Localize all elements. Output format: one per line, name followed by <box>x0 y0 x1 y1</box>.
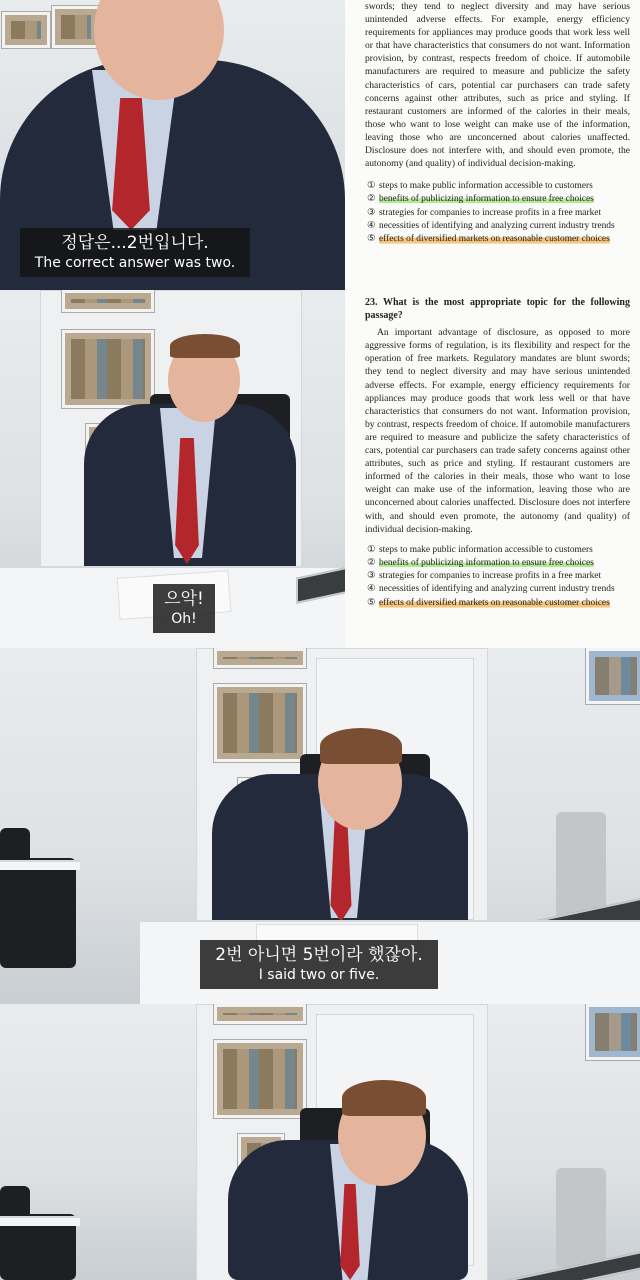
wall-poster <box>214 1040 306 1118</box>
man-hair <box>170 334 240 358</box>
option-2: ② benefits of publicizing information to ensure free choices <box>367 557 594 568</box>
answer-options <box>365 544 630 610</box>
man-hair <box>342 1080 426 1116</box>
monitor-stand <box>556 1168 606 1268</box>
exam-document-top <box>345 0 640 290</box>
subtitle-korean: 정답은...2번입니다. <box>61 233 209 253</box>
man-hair <box>320 728 402 764</box>
exam-document-bottom <box>345 290 640 648</box>
subtitle-english: Oh! <box>171 611 197 627</box>
answer-options <box>365 180 630 246</box>
highlight-orange: effects of diversified markets on reasonable customer choices <box>379 234 610 245</box>
option-3: ③ strategies for companies to increase profits in a free market <box>367 571 602 582</box>
video-frame-1 <box>0 0 345 290</box>
wall-poster <box>52 6 100 48</box>
wall-poster <box>214 648 306 668</box>
video-frame-2 <box>0 290 345 648</box>
wall-poster <box>62 330 154 408</box>
video-frame-3 <box>0 648 640 1004</box>
wall-poster <box>214 1004 306 1024</box>
subtitle-box <box>153 584 215 633</box>
option-1: ① steps to make public information accessible to customers <box>367 181 593 192</box>
wall-poster <box>62 290 154 312</box>
wall-poster <box>586 1004 640 1060</box>
subtitle-box <box>200 940 438 989</box>
option-1: ① steps to make public information accessible to customers <box>367 544 593 555</box>
passage-text: An important advantage of disclosure, as opposed to more aggressive forms of regulation, is its flexibility and respect for the operation of free markets. Regulatory mandates are blunt swords; they tend to neglect diversity and may have serious unintended adverse effects. For example, energy efficiency requirements for appliances may produce goods that work less well or that have characteristics that consumers do not want. Information provision, by contrast, respects freedom of choice. If automobile manufacturers are required to measure and publicize the safety characteristics of cars, potential car purchasers can trade safety concerns against other attributes, such as price and styling. If restaurant customers are informed of the calories in their meals, those who want to lose weight can make use of the information, leaving those who are unconcerned about calories unaffected. Disclosure does not interfere with, and should even promote, the autonomy (and quality) of individual decision-making. <box>365 327 630 535</box>
highlight-green: benefits of publicizing information to ensure free choices <box>379 557 594 568</box>
option-5: ⑤ effects of diversified markets on reasonable customer choices <box>367 234 610 245</box>
wall-poster <box>2 12 50 48</box>
option-4: ④ necessities of identifying and analyzing current industry trends <box>367 584 615 595</box>
video-frame-4 <box>0 1004 640 1280</box>
passage-text: swords; they tend to neglect diversity and may have serious unintended adverse effects. For example, energy efficiency requirements for appliances may produce goods that work less well or that have characteristics that consumers do not want. Information provision, by contrast, respects freedom of choice. If automobile manufacturers are required to measure and publicize the safety characteristics of cars, potential car purchasers can trade safety concerns against other attributes, such as price and styling. If restaurant customers are informed of the calories in their meals, those who want to lose weight can make use of the information, leaving those who are unconcerned about calories unaffected. Disclosure does not interfere with, and should even promote, the autonomy (and quality) of individual decision-making. <box>365 1 630 170</box>
side-desk <box>0 1216 80 1226</box>
option-2: ② benefits of publicizing information to ensure free choices <box>367 194 594 205</box>
highlight-orange: effects of diversified markets on reasonable customer choices <box>379 597 610 608</box>
subtitle-english: I said two or five. <box>258 967 380 983</box>
highlight-green: benefits of publicizing information to ensure free choices <box>379 194 594 205</box>
monitor-stand <box>556 812 606 922</box>
subtitle-korean: 2번 아니면 5번이라 했잖아. <box>215 945 423 965</box>
subtitle-english: The correct answer was two. <box>34 255 236 271</box>
subtitle-korean: 으악! <box>164 589 204 609</box>
subtitle-box <box>20 228 250 277</box>
office-chair <box>0 858 76 968</box>
question-title: 23. What is the most appropriate topic for the following passage? <box>365 297 630 322</box>
wall-poster <box>586 648 640 704</box>
option-4: ④ necessities of identifying and analyzing current industry trends <box>367 220 615 231</box>
option-5: ⑤ effects of diversified markets on reasonable customer choices <box>367 597 610 608</box>
wall-poster <box>214 684 306 762</box>
side-desk <box>0 860 80 870</box>
option-3: ③ strategies for companies to increase profits in a free market <box>367 207 602 218</box>
